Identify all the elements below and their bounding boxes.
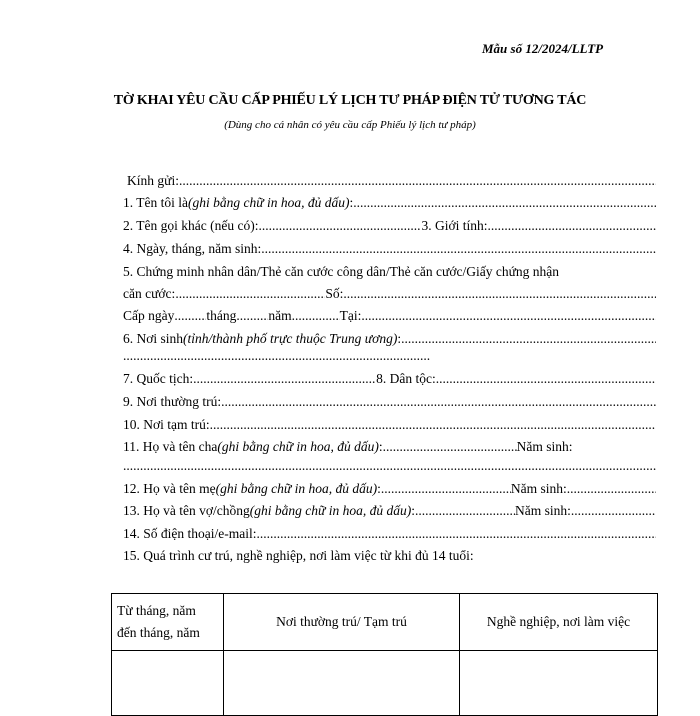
father-birth-year-label: Năm sinh: bbox=[516, 439, 573, 454]
contact-fill[interactable] bbox=[256, 524, 656, 544]
dob-fill[interactable] bbox=[261, 239, 656, 259]
header-period: Từ tháng, năm đến tháng, năm bbox=[112, 594, 224, 651]
other-name-label: 2. Tên gọi khác (nếu có): bbox=[123, 218, 259, 233]
issue-day-label: Cấp ngày bbox=[123, 308, 175, 323]
spouse-name-fill[interactable] bbox=[415, 501, 515, 521]
nationality-fill[interactable] bbox=[193, 369, 376, 389]
other-name-gender-line[interactable] bbox=[123, 216, 656, 236]
issue-year-label: năm bbox=[268, 308, 292, 323]
permanent-residence-line[interactable] bbox=[123, 392, 656, 412]
mother-birth-year-label: Năm sinh: bbox=[510, 481, 567, 496]
form-subtitle: (Dùng cho cá nhân có yêu cầu cấp Phiếu lý lịch tư pháp) bbox=[224, 119, 476, 131]
name-note: (ghi bằng chữ in hoa, đủ dấu) bbox=[188, 195, 350, 210]
mother-label: 12. Họ và tên mẹ bbox=[123, 481, 216, 496]
birthplace-continuation[interactable] bbox=[123, 346, 430, 366]
cell-residence[interactable] bbox=[224, 651, 460, 716]
recipient-label: Kính gửi: bbox=[127, 173, 179, 188]
id-doc-label: 5. Chứng minh nhân dân/Thẻ căn cước công dân/Thẻ căn cước/Giấy chứng nhận bbox=[123, 264, 560, 279]
id-doc-label-line bbox=[123, 262, 656, 282]
permanent-residence-label: 9. Nơi thường trú: bbox=[123, 394, 222, 409]
residence-history-table bbox=[111, 593, 658, 716]
history-label: 15. Quá trình cư trú, nghề nghiệp, nơi làm việc từ khi đủ 14 tuổi: bbox=[123, 548, 474, 563]
dob-label: 4. Ngày, tháng, năm sinh: bbox=[123, 241, 262, 256]
birthplace-note: (tỉnh/thành phố trực thuộc Trung ương) bbox=[183, 331, 398, 346]
recipient-fill[interactable] bbox=[179, 171, 656, 191]
issue-place-label: Tại: bbox=[339, 308, 362, 323]
name-line[interactable] bbox=[123, 193, 656, 213]
gender-label: 3. Giới tính: bbox=[421, 218, 488, 233]
temporary-residence-label: 10. Nơi tạm trú: bbox=[123, 417, 210, 432]
other-name-fill[interactable] bbox=[258, 216, 421, 236]
table-row[interactable] bbox=[112, 651, 658, 716]
history-label-line bbox=[123, 546, 656, 566]
temporary-residence-fill[interactable] bbox=[210, 415, 656, 435]
name-colon: : bbox=[349, 195, 354, 210]
contact-label: 14. Số điện thoại/e-mail: bbox=[123, 526, 257, 541]
id-cert-label: căn cước: bbox=[123, 286, 176, 301]
issue-place-fill[interactable] bbox=[361, 306, 656, 326]
form-code: Mẫu số 12/2024/LLTP bbox=[482, 41, 604, 56]
id-number-line[interactable] bbox=[123, 284, 656, 304]
issue-date-line[interactable] bbox=[123, 306, 656, 326]
name-fill[interactable] bbox=[353, 193, 656, 213]
ethnicity-fill[interactable] bbox=[436, 369, 656, 389]
id-number-fill[interactable] bbox=[343, 284, 656, 304]
birthplace-label: 6. Nơi sinh bbox=[123, 331, 184, 346]
father-line[interactable] bbox=[123, 437, 656, 457]
issue-month-label: tháng bbox=[206, 308, 237, 323]
father-colon: : bbox=[378, 439, 383, 454]
spouse-line[interactable] bbox=[123, 501, 656, 521]
issue-day-fill[interactable] bbox=[174, 306, 206, 326]
name-label: 1. Tên tôi là bbox=[123, 195, 188, 210]
spouse-colon: : bbox=[411, 503, 415, 518]
birthplace-colon: : bbox=[397, 331, 402, 346]
permanent-residence-fill[interactable] bbox=[221, 392, 656, 412]
cell-occupation[interactable] bbox=[460, 651, 658, 716]
birthplace-fill-2[interactable] bbox=[123, 346, 430, 366]
contact-line[interactable] bbox=[123, 524, 656, 544]
spouse-birth-year-fill[interactable] bbox=[571, 501, 656, 521]
mother-birth-year-fill[interactable] bbox=[567, 479, 656, 499]
issue-year-fill[interactable] bbox=[292, 306, 340, 326]
ethnicity-label: 8. Dân tộc: bbox=[376, 371, 436, 386]
mother-line[interactable] bbox=[123, 479, 656, 499]
father-fill-2[interactable] bbox=[123, 456, 656, 476]
father-name-fill[interactable] bbox=[383, 437, 517, 457]
father-note: (ghi bằng chữ in hoa, đủ dấu) bbox=[217, 439, 379, 454]
nationality-ethnicity-line[interactable] bbox=[123, 369, 656, 389]
spouse-label: 13. Họ và tên vợ/chồng bbox=[123, 503, 250, 518]
recipient-line[interactable] bbox=[127, 171, 656, 191]
spouse-birth-year-label: Năm sinh: bbox=[515, 503, 571, 518]
form-title: TỜ KHAI YÊU CẦU CẤP PHIẾU LÝ LỊCH TƯ PHÁP ĐIỆN TỬ TƯƠNG TÁC bbox=[113, 93, 587, 108]
father-label: 11. Họ và tên cha bbox=[123, 439, 218, 454]
mother-name-fill[interactable] bbox=[381, 479, 511, 499]
gender-fill[interactable] bbox=[488, 216, 657, 236]
id-number-label: Số: bbox=[325, 286, 344, 301]
nationality-label: 7. Quốc tịch: bbox=[123, 371, 194, 386]
cell-period[interactable] bbox=[112, 651, 224, 716]
header-occupation: Nghề nghiệp, nơi làm việc bbox=[460, 594, 658, 651]
father-continuation[interactable] bbox=[123, 456, 656, 476]
dob-line[interactable] bbox=[123, 239, 656, 259]
birthplace-fill[interactable] bbox=[401, 329, 656, 349]
temporary-residence-line[interactable] bbox=[123, 415, 656, 435]
mother-note: (ghi bằng chữ in hoa, đủ dấu) bbox=[215, 481, 378, 496]
mother-colon: : bbox=[377, 481, 381, 496]
issue-month-fill[interactable] bbox=[236, 306, 268, 326]
id-cert-fill[interactable] bbox=[175, 284, 325, 304]
table-header-row bbox=[112, 594, 658, 651]
spouse-note: (ghi bằng chữ in hoa, đủ dấu) bbox=[249, 503, 412, 518]
header-residence: Nơi thường trú/ Tạm trú bbox=[224, 594, 460, 651]
